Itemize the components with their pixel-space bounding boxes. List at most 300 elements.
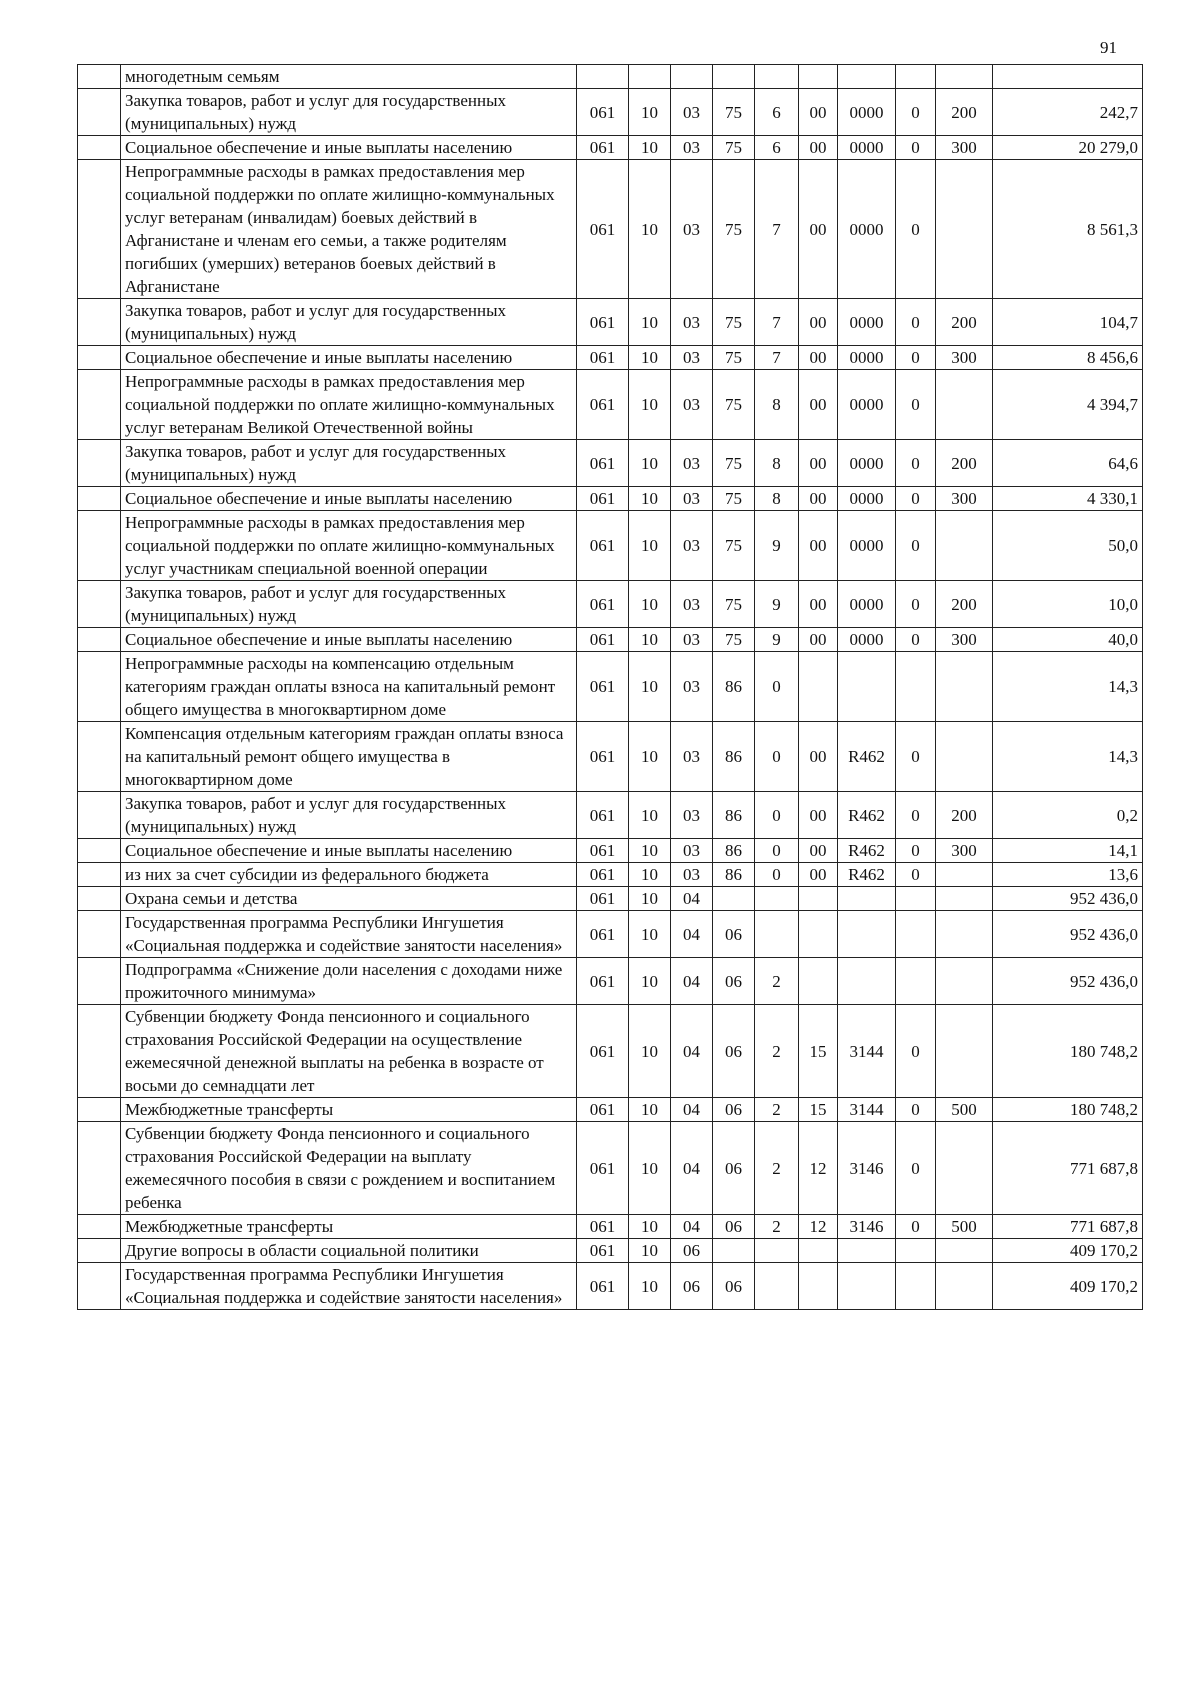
table-row bbox=[78, 887, 1143, 911]
ministry-code-cell: 061 bbox=[577, 1263, 629, 1310]
ministry-code-cell: 061 bbox=[577, 722, 629, 792]
section-code-cell: 10 bbox=[629, 581, 671, 628]
section-code-cell: 10 bbox=[629, 136, 671, 160]
row-name: Охрана семьи и детства bbox=[121, 887, 577, 911]
ministry-code-cell bbox=[577, 65, 629, 89]
subprogram-code-cell: 2 bbox=[755, 1215, 799, 1239]
extra-code-cell bbox=[896, 65, 936, 89]
amount-cell: 242,7 bbox=[993, 89, 1143, 136]
amount-cell: 14,1 bbox=[993, 839, 1143, 863]
expense-type-code-cell bbox=[936, 1005, 993, 1098]
ministry-code-cell: 061 bbox=[577, 792, 629, 839]
row-name: Другие вопросы в области социальной политики bbox=[121, 1239, 577, 1263]
expense-type-code-cell: 500 bbox=[936, 1215, 993, 1239]
section-code-cell: 10 bbox=[629, 1122, 671, 1215]
amount-cell bbox=[993, 65, 1143, 89]
direction-code-cell: 3146 bbox=[838, 1215, 896, 1239]
program-code-cell: 86 bbox=[713, 652, 755, 722]
direction-code-cell bbox=[838, 1263, 896, 1310]
amount-cell: 180 748,2 bbox=[993, 1005, 1143, 1098]
subprogram-code-cell: 8 bbox=[755, 370, 799, 440]
table-row bbox=[78, 299, 1143, 346]
direction-code-cell bbox=[838, 911, 896, 958]
amount-cell: 4 330,1 bbox=[993, 487, 1143, 511]
table-row bbox=[78, 1005, 1143, 1098]
amount-cell: 14,3 bbox=[993, 652, 1143, 722]
subprogram-code-cell bbox=[755, 887, 799, 911]
row-name: Социальное обеспечение и иные выплаты населению bbox=[121, 628, 577, 652]
section-code-cell: 10 bbox=[629, 370, 671, 440]
section-code-cell: 10 bbox=[629, 958, 671, 1005]
row-blank-cell bbox=[78, 628, 121, 652]
subprogram-code-cell: 2 bbox=[755, 958, 799, 1005]
extra-code-cell: 0 bbox=[896, 581, 936, 628]
expense-type-code-cell bbox=[936, 887, 993, 911]
program-code-cell: 75 bbox=[713, 136, 755, 160]
expense-type-code-cell bbox=[936, 1263, 993, 1310]
extra-code-cell: 0 bbox=[896, 1005, 936, 1098]
row-name: Социальное обеспечение и иные выплаты населению bbox=[121, 839, 577, 863]
subsection-code-cell: 03 bbox=[671, 299, 713, 346]
ministry-code-cell: 061 bbox=[577, 652, 629, 722]
direction-code-cell: 0000 bbox=[838, 89, 896, 136]
row-blank-cell bbox=[78, 887, 121, 911]
row-blank-cell bbox=[78, 839, 121, 863]
row-blank-cell bbox=[78, 722, 121, 792]
amount-cell: 952 436,0 bbox=[993, 958, 1143, 1005]
row-blank-cell bbox=[78, 911, 121, 958]
section-code-cell: 10 bbox=[629, 89, 671, 136]
program-code-cell: 06 bbox=[713, 1215, 755, 1239]
extra-code-cell: 0 bbox=[896, 346, 936, 370]
event-code-cell: 00 bbox=[799, 487, 838, 511]
section-code-cell: 10 bbox=[629, 792, 671, 839]
expense-type-code-cell: 200 bbox=[936, 299, 993, 346]
amount-cell: 409 170,2 bbox=[993, 1239, 1143, 1263]
expense-type-code-cell: 200 bbox=[936, 581, 993, 628]
event-code-cell: 15 bbox=[799, 1005, 838, 1098]
subsection-code-cell: 04 bbox=[671, 958, 713, 1005]
ministry-code-cell: 061 bbox=[577, 1239, 629, 1263]
direction-code-cell bbox=[838, 652, 896, 722]
extra-code-cell bbox=[896, 887, 936, 911]
subsection-code-cell: 03 bbox=[671, 370, 713, 440]
extra-code-cell bbox=[896, 652, 936, 722]
amount-cell: 8 456,6 bbox=[993, 346, 1143, 370]
ministry-code-cell: 061 bbox=[577, 628, 629, 652]
subsection-code-cell: 03 bbox=[671, 628, 713, 652]
program-code-cell: 75 bbox=[713, 581, 755, 628]
extra-code-cell: 0 bbox=[896, 792, 936, 839]
ministry-code-cell: 061 bbox=[577, 160, 629, 299]
direction-code-cell: 0000 bbox=[838, 160, 896, 299]
table-row bbox=[78, 628, 1143, 652]
row-name: Межбюджетные трансферты bbox=[121, 1215, 577, 1239]
direction-code-cell: R462 bbox=[838, 792, 896, 839]
event-code-cell bbox=[799, 887, 838, 911]
subprogram-code-cell: 6 bbox=[755, 136, 799, 160]
expense-type-code-cell: 200 bbox=[936, 792, 993, 839]
extra-code-cell bbox=[896, 1239, 936, 1263]
section-code-cell: 10 bbox=[629, 652, 671, 722]
ministry-code-cell: 061 bbox=[577, 863, 629, 887]
extra-code-cell: 0 bbox=[896, 1215, 936, 1239]
expense-type-code-cell bbox=[936, 722, 993, 792]
row-name: Закупка товаров, работ и услуг для государственных (муниципальных) нужд bbox=[121, 89, 577, 136]
section-code-cell: 10 bbox=[629, 911, 671, 958]
extra-code-cell: 0 bbox=[896, 299, 936, 346]
extra-code-cell: 0 bbox=[896, 1122, 936, 1215]
budget-table bbox=[77, 64, 1143, 1310]
ministry-code-cell: 061 bbox=[577, 1122, 629, 1215]
extra-code-cell bbox=[896, 958, 936, 1005]
subprogram-code-cell bbox=[755, 1263, 799, 1310]
program-code-cell: 06 bbox=[713, 958, 755, 1005]
row-blank-cell bbox=[78, 652, 121, 722]
event-code-cell: 12 bbox=[799, 1215, 838, 1239]
subsection-code-cell bbox=[671, 65, 713, 89]
subsection-code-cell: 04 bbox=[671, 1215, 713, 1239]
subprogram-code-cell: 9 bbox=[755, 628, 799, 652]
subsection-code-cell: 03 bbox=[671, 346, 713, 370]
direction-code-cell: 3144 bbox=[838, 1098, 896, 1122]
extra-code-cell: 0 bbox=[896, 722, 936, 792]
program-code-cell bbox=[713, 887, 755, 911]
program-code-cell: 75 bbox=[713, 89, 755, 136]
row-blank-cell bbox=[78, 487, 121, 511]
event-code-cell: 00 bbox=[799, 370, 838, 440]
section-code-cell: 10 bbox=[629, 346, 671, 370]
row-blank-cell bbox=[78, 863, 121, 887]
event-code-cell: 00 bbox=[799, 839, 838, 863]
row-blank-cell bbox=[78, 65, 121, 89]
ministry-code-cell: 061 bbox=[577, 487, 629, 511]
subprogram-code-cell: 6 bbox=[755, 89, 799, 136]
direction-code-cell: 0000 bbox=[838, 136, 896, 160]
program-code-cell: 75 bbox=[713, 511, 755, 581]
expense-type-code-cell bbox=[936, 1239, 993, 1263]
expense-type-code-cell: 200 bbox=[936, 440, 993, 487]
event-code-cell: 00 bbox=[799, 792, 838, 839]
section-code-cell: 10 bbox=[629, 839, 671, 863]
amount-cell: 13,6 bbox=[993, 863, 1143, 887]
event-code-cell: 00 bbox=[799, 511, 838, 581]
expense-type-code-cell: 300 bbox=[936, 839, 993, 863]
section-code-cell: 10 bbox=[629, 1215, 671, 1239]
amount-cell: 104,7 bbox=[993, 299, 1143, 346]
direction-code-cell: R462 bbox=[838, 722, 896, 792]
event-code-cell bbox=[799, 65, 838, 89]
program-code-cell: 86 bbox=[713, 863, 755, 887]
table-row bbox=[78, 652, 1143, 722]
event-code-cell bbox=[799, 958, 838, 1005]
table-row bbox=[78, 839, 1143, 863]
subprogram-code-cell: 7 bbox=[755, 160, 799, 299]
direction-code-cell: R462 bbox=[838, 863, 896, 887]
extra-code-cell: 0 bbox=[896, 863, 936, 887]
table-row bbox=[78, 346, 1143, 370]
amount-cell: 180 748,2 bbox=[993, 1098, 1143, 1122]
ministry-code-cell: 061 bbox=[577, 839, 629, 863]
event-code-cell bbox=[799, 1239, 838, 1263]
direction-code-cell: 3144 bbox=[838, 1005, 896, 1098]
ministry-code-cell: 061 bbox=[577, 1215, 629, 1239]
row-blank-cell bbox=[78, 346, 121, 370]
direction-code-cell: 0000 bbox=[838, 299, 896, 346]
section-code-cell bbox=[629, 65, 671, 89]
row-blank-cell bbox=[78, 581, 121, 628]
row-name: Межбюджетные трансферты bbox=[121, 1098, 577, 1122]
ministry-code-cell: 061 bbox=[577, 581, 629, 628]
table-row bbox=[78, 1098, 1143, 1122]
row-blank-cell bbox=[78, 1239, 121, 1263]
subsection-code-cell: 03 bbox=[671, 792, 713, 839]
section-code-cell: 10 bbox=[629, 863, 671, 887]
table-row bbox=[78, 863, 1143, 887]
subsection-code-cell: 03 bbox=[671, 722, 713, 792]
row-blank-cell bbox=[78, 136, 121, 160]
extra-code-cell: 0 bbox=[896, 89, 936, 136]
amount-cell: 8 561,3 bbox=[993, 160, 1143, 299]
amount-cell: 4 394,7 bbox=[993, 370, 1143, 440]
row-name: Социальное обеспечение и иные выплаты населению bbox=[121, 487, 577, 511]
table-row bbox=[78, 722, 1143, 792]
row-blank-cell bbox=[78, 792, 121, 839]
subsection-code-cell: 03 bbox=[671, 160, 713, 299]
program-code-cell: 06 bbox=[713, 1005, 755, 1098]
extra-code-cell: 0 bbox=[896, 136, 936, 160]
expense-type-code-cell bbox=[936, 160, 993, 299]
direction-code-cell: 0000 bbox=[838, 370, 896, 440]
row-name: Компенсация отдельным категориям граждан оплаты взноса на капитальный ремонт общего имущества в многоквартирном доме bbox=[121, 722, 577, 792]
table-row bbox=[78, 1263, 1143, 1310]
direction-code-cell: 0000 bbox=[838, 511, 896, 581]
program-code-cell: 06 bbox=[713, 1098, 755, 1122]
subprogram-code-cell bbox=[755, 911, 799, 958]
row-name: Непрограммные расходы в рамках предоставления мер социальной поддержки по оплате жилищно-коммунальных услуг ветеранам Великой Отечественной войны bbox=[121, 370, 577, 440]
row-name: Подпрограмма «Снижение доли населения с доходами ниже прожиточного минимума» bbox=[121, 958, 577, 1005]
ministry-code-cell: 061 bbox=[577, 1005, 629, 1098]
expense-type-code-cell bbox=[936, 652, 993, 722]
subprogram-code-cell: 9 bbox=[755, 581, 799, 628]
expense-type-code-cell: 300 bbox=[936, 136, 993, 160]
row-blank-cell bbox=[78, 1005, 121, 1098]
program-code-cell: 06 bbox=[713, 911, 755, 958]
extra-code-cell: 0 bbox=[896, 487, 936, 511]
section-code-cell: 10 bbox=[629, 1098, 671, 1122]
expense-type-code-cell bbox=[936, 958, 993, 1005]
amount-cell: 771 687,8 bbox=[993, 1215, 1143, 1239]
expense-type-code-cell: 200 bbox=[936, 89, 993, 136]
table-row bbox=[78, 487, 1143, 511]
section-code-cell: 10 bbox=[629, 160, 671, 299]
event-code-cell bbox=[799, 1263, 838, 1310]
section-code-cell: 10 bbox=[629, 887, 671, 911]
extra-code-cell bbox=[896, 1263, 936, 1310]
row-name: Непрограммные расходы в рамках предоставления мер социальной поддержки по оплате жилищно-коммунальных услуг участникам специальной военной операции bbox=[121, 511, 577, 581]
extra-code-cell: 0 bbox=[896, 160, 936, 299]
ministry-code-cell: 061 bbox=[577, 89, 629, 136]
row-blank-cell bbox=[78, 1263, 121, 1310]
program-code-cell: 75 bbox=[713, 299, 755, 346]
table-row bbox=[78, 370, 1143, 440]
table-row bbox=[78, 1215, 1143, 1239]
subsection-code-cell: 06 bbox=[671, 1263, 713, 1310]
ministry-code-cell: 061 bbox=[577, 887, 629, 911]
section-code-cell: 10 bbox=[629, 487, 671, 511]
subprogram-code-cell bbox=[755, 65, 799, 89]
row-blank-cell bbox=[78, 440, 121, 487]
program-code-cell: 75 bbox=[713, 346, 755, 370]
row-name: Закупка товаров, работ и услуг для государственных (муниципальных) нужд bbox=[121, 792, 577, 839]
amount-cell: 14,3 bbox=[993, 722, 1143, 792]
ministry-code-cell: 061 bbox=[577, 958, 629, 1005]
section-code-cell: 10 bbox=[629, 1005, 671, 1098]
table-row bbox=[78, 1239, 1143, 1263]
extra-code-cell: 0 bbox=[896, 511, 936, 581]
expense-type-code-cell bbox=[936, 1122, 993, 1215]
event-code-cell: 00 bbox=[799, 160, 838, 299]
amount-cell: 64,6 bbox=[993, 440, 1143, 487]
direction-code-cell: 0000 bbox=[838, 581, 896, 628]
row-name: Непрограммные расходы в рамках предоставления мер социальной поддержки по оплате жилищно-коммунальных услуг ветеранам (инвалидам) боевых действий в Афганистане и членам его семьи, а также родителям погибших (умерших) ветеранов боевых действий в Афганистане bbox=[121, 160, 577, 299]
subprogram-code-cell bbox=[755, 1239, 799, 1263]
direction-code-cell: 0000 bbox=[838, 440, 896, 487]
table-row bbox=[78, 581, 1143, 628]
expense-type-code-cell: 300 bbox=[936, 628, 993, 652]
amount-cell: 40,0 bbox=[993, 628, 1143, 652]
program-code-cell: 75 bbox=[713, 160, 755, 299]
ministry-code-cell: 061 bbox=[577, 511, 629, 581]
program-code-cell: 75 bbox=[713, 628, 755, 652]
expense-type-code-cell: 300 bbox=[936, 487, 993, 511]
direction-code-cell: R462 bbox=[838, 839, 896, 863]
program-code-cell: 86 bbox=[713, 722, 755, 792]
ministry-code-cell: 061 bbox=[577, 370, 629, 440]
amount-cell: 409 170,2 bbox=[993, 1263, 1143, 1310]
table-row bbox=[78, 65, 1143, 89]
table-row bbox=[78, 1122, 1143, 1215]
direction-code-cell bbox=[838, 958, 896, 1005]
extra-code-cell: 0 bbox=[896, 440, 936, 487]
row-blank-cell bbox=[78, 160, 121, 299]
section-code-cell: 10 bbox=[629, 440, 671, 487]
row-name: Закупка товаров, работ и услуг для государственных (муниципальных) нужд bbox=[121, 581, 577, 628]
event-code-cell: 00 bbox=[799, 299, 838, 346]
amount-cell: 0,2 bbox=[993, 792, 1143, 839]
section-code-cell: 10 bbox=[629, 1263, 671, 1310]
row-blank-cell bbox=[78, 370, 121, 440]
extra-code-cell: 0 bbox=[896, 628, 936, 652]
table-row bbox=[78, 136, 1143, 160]
subprogram-code-cell: 0 bbox=[755, 863, 799, 887]
subsection-code-cell: 04 bbox=[671, 887, 713, 911]
direction-code-cell: 0000 bbox=[838, 487, 896, 511]
table-row bbox=[78, 440, 1143, 487]
subprogram-code-cell: 0 bbox=[755, 792, 799, 839]
table-row bbox=[78, 89, 1143, 136]
event-code-cell: 00 bbox=[799, 581, 838, 628]
subsection-code-cell: 03 bbox=[671, 440, 713, 487]
ministry-code-cell: 061 bbox=[577, 299, 629, 346]
expense-type-code-cell: 500 bbox=[936, 1098, 993, 1122]
subprogram-code-cell: 7 bbox=[755, 346, 799, 370]
subprogram-code-cell: 9 bbox=[755, 511, 799, 581]
row-blank-cell bbox=[78, 89, 121, 136]
event-code-cell: 00 bbox=[799, 440, 838, 487]
row-name: Непрограммные расходы на компенсацию отдельным категориям граждан оплаты взноса на капитальный ремонт общего имущества в многоквартирном доме bbox=[121, 652, 577, 722]
amount-cell: 20 279,0 bbox=[993, 136, 1143, 160]
section-code-cell: 10 bbox=[629, 511, 671, 581]
event-code-cell: 15 bbox=[799, 1098, 838, 1122]
ministry-code-cell: 061 bbox=[577, 911, 629, 958]
direction-code-cell: 0000 bbox=[838, 346, 896, 370]
program-code-cell bbox=[713, 65, 755, 89]
row-name: Социальное обеспечение и иные выплаты населению bbox=[121, 136, 577, 160]
table-row bbox=[78, 511, 1143, 581]
extra-code-cell: 0 bbox=[896, 1098, 936, 1122]
amount-cell: 952 436,0 bbox=[993, 887, 1143, 911]
extra-code-cell bbox=[896, 911, 936, 958]
subprogram-code-cell: 2 bbox=[755, 1098, 799, 1122]
event-code-cell: 00 bbox=[799, 136, 838, 160]
subprogram-code-cell: 2 bbox=[755, 1005, 799, 1098]
program-code-cell: 75 bbox=[713, 440, 755, 487]
table-row bbox=[78, 792, 1143, 839]
expense-type-code-cell bbox=[936, 863, 993, 887]
row-name: Субвенции бюджету Фонда пенсионного и социального страхования Российской Федерации на осуществление ежемесячной денежной выплаты на ребенка в возрасте от восьми до семнадцати лет bbox=[121, 1005, 577, 1098]
subsection-code-cell: 04 bbox=[671, 1005, 713, 1098]
subprogram-code-cell: 8 bbox=[755, 440, 799, 487]
event-code-cell: 00 bbox=[799, 863, 838, 887]
subprogram-code-cell: 0 bbox=[755, 839, 799, 863]
amount-cell: 10,0 bbox=[993, 581, 1143, 628]
row-name: Закупка товаров, работ и услуг для государственных (муниципальных) нужд bbox=[121, 299, 577, 346]
row-blank-cell bbox=[78, 1215, 121, 1239]
ministry-code-cell: 061 bbox=[577, 1098, 629, 1122]
event-code-cell: 00 bbox=[799, 89, 838, 136]
expense-type-code-cell bbox=[936, 65, 993, 89]
section-code-cell: 10 bbox=[629, 1239, 671, 1263]
extra-code-cell: 0 bbox=[896, 839, 936, 863]
ministry-code-cell: 061 bbox=[577, 346, 629, 370]
subsection-code-cell: 03 bbox=[671, 863, 713, 887]
table-row bbox=[78, 958, 1143, 1005]
subprogram-code-cell: 8 bbox=[755, 487, 799, 511]
subsection-code-cell: 03 bbox=[671, 511, 713, 581]
subsection-code-cell: 03 bbox=[671, 487, 713, 511]
row-name: Государственная программа Республики Ингушетия «Социальная поддержка и содействие занятости населения» bbox=[121, 911, 577, 958]
subsection-code-cell: 03 bbox=[671, 652, 713, 722]
subprogram-code-cell: 2 bbox=[755, 1122, 799, 1215]
event-code-cell bbox=[799, 652, 838, 722]
subsection-code-cell: 04 bbox=[671, 1098, 713, 1122]
page-number: 91 bbox=[1100, 38, 1117, 57]
event-code-cell: 00 bbox=[799, 346, 838, 370]
subsection-code-cell: 03 bbox=[671, 839, 713, 863]
subprogram-code-cell: 0 bbox=[755, 652, 799, 722]
ministry-code-cell: 061 bbox=[577, 440, 629, 487]
program-code-cell: 86 bbox=[713, 839, 755, 863]
program-code-cell: 06 bbox=[713, 1122, 755, 1215]
expense-type-code-cell bbox=[936, 370, 993, 440]
row-name: из них за счет субсидии из федерального бюджета bbox=[121, 863, 577, 887]
row-blank-cell bbox=[78, 299, 121, 346]
row-blank-cell bbox=[78, 1098, 121, 1122]
section-code-cell: 10 bbox=[629, 628, 671, 652]
row-name: Закупка товаров, работ и услуг для государственных (муниципальных) нужд bbox=[121, 440, 577, 487]
ministry-code-cell: 061 bbox=[577, 136, 629, 160]
